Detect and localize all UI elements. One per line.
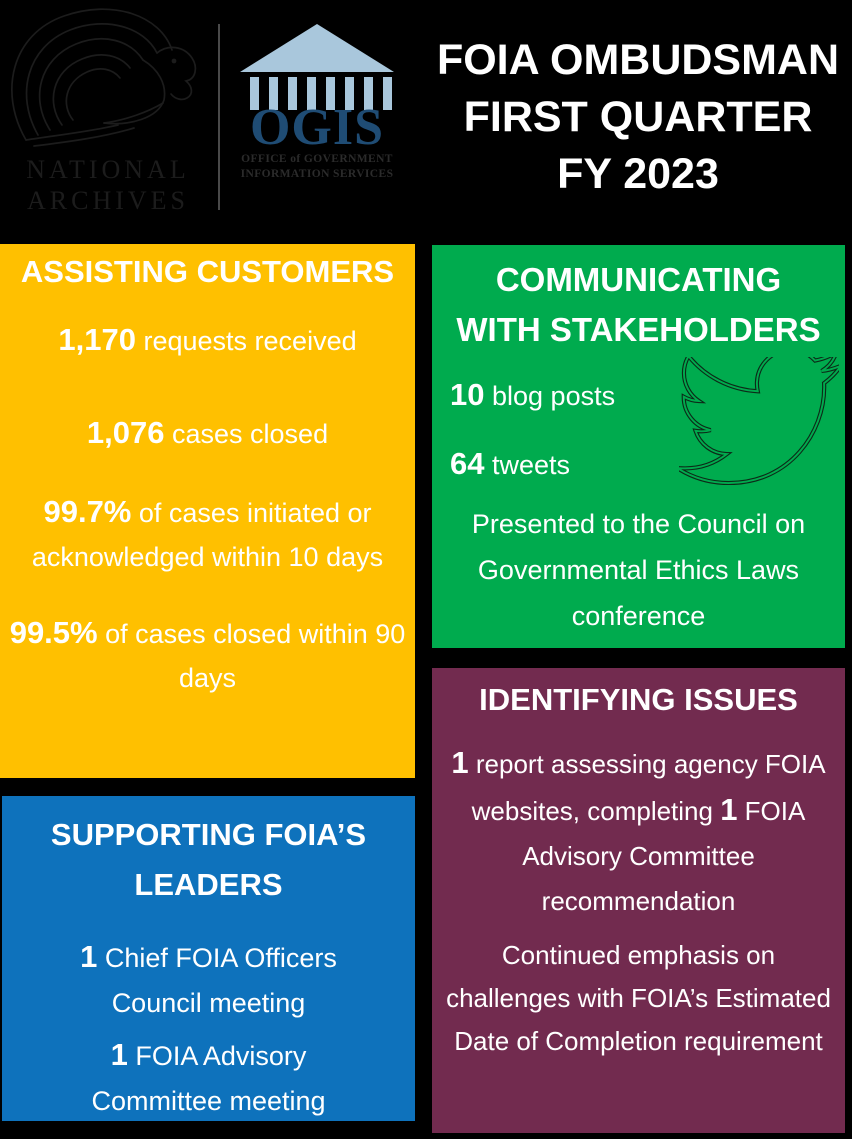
ogis-temple-icon — [238, 22, 396, 110]
conference-note: Presented to the Council on Governmental Ethics Laws conference — [471, 509, 806, 631]
cases-closed-90-stat — [0, 611, 415, 700]
assisting-customers-title: ASSISTING CUSTOMERS — [20, 254, 395, 289]
page-title-line2: FIRST QUARTER — [463, 93, 813, 141]
identifying-issues-box — [432, 668, 845, 1133]
national-archives-line2: ARCHIVES — [26, 186, 189, 215]
continued-emphasis-note: Continued emphasis on challenges with FOIA’s Estimated Date of Completion requirement — [446, 940, 831, 1056]
page-title-line1: FOIA OMBUDSMAN — [436, 36, 840, 84]
communicating-title-line2: WITH STAKEHOLDERS — [456, 311, 821, 348]
national-archives-wordmark — [6, 154, 210, 216]
cases-initiated-stat — [0, 490, 415, 579]
stat-number: 1,170 — [58, 322, 136, 357]
stat-number: 64 — [450, 446, 485, 481]
stat-label: Chief FOIA Officers Council meeting — [104, 943, 337, 1018]
stat-label: of cases initiated or acknowledged within 10 days — [31, 498, 384, 572]
supporting-leaders-box — [2, 796, 415, 1121]
ogis-subtitle-line1: OFFICE of GOVERNMENT — [241, 153, 393, 165]
page-title — [424, 32, 852, 203]
stat-label: report assessing agency FOIA websites, completing — [468, 749, 826, 826]
stat-label: tweets — [492, 450, 571, 480]
page-title-line3: FY 2023 — [557, 150, 719, 198]
requests-received-stat — [0, 318, 415, 363]
stat-label: cases closed — [172, 419, 329, 449]
stat-label: blog posts — [492, 381, 616, 411]
supporting-title: SUPPORTING FOIA’S LEADERS — [50, 817, 367, 902]
logo-divider — [218, 24, 220, 210]
stat-label: FOIA Advisory Committee meeting — [91, 1041, 326, 1116]
stat-number: 1 — [80, 939, 98, 974]
stat-number: 99.5% — [9, 615, 98, 650]
ogis-logo — [236, 22, 398, 222]
communicating-title-line1: COMMUNICATING — [495, 261, 782, 298]
twitter-bird-icon — [679, 357, 839, 485]
ogis-acronym: OGIS — [249, 99, 385, 156]
stat-number: 1,076 — [86, 415, 165, 450]
stat-number: 1 — [451, 745, 469, 780]
report-stat — [432, 740, 845, 924]
communicating-stakeholders-box — [432, 245, 845, 648]
stat-label: of cases closed within 90 days — [105, 619, 406, 693]
stat-number: 1 — [110, 1037, 128, 1072]
national-archives-line1: NATIONAL — [26, 155, 190, 184]
cases-closed-stat — [0, 411, 415, 456]
assisting-customers-box — [0, 244, 415, 778]
communicating-title — [432, 255, 845, 355]
stat-number: 10 — [450, 377, 485, 412]
identifying-title: IDENTIFYING ISSUES — [479, 682, 798, 717]
national-archives-logo — [6, 6, 210, 236]
national-archives-eagle-icon — [6, 6, 210, 156]
stat-label: FOIA Advisory Committee recommendation — [522, 796, 806, 916]
header — [0, 0, 852, 240]
stat-number: 1 — [720, 792, 738, 827]
stat-label: requests received — [143, 326, 357, 356]
ogis-subtitle-line2: INFORMATION SERVICES — [240, 168, 394, 180]
stat-number: 99.7% — [43, 494, 132, 529]
chief-foia-officers-stat — [2, 934, 415, 1026]
advisory-committee-stat — [2, 1032, 415, 1124]
